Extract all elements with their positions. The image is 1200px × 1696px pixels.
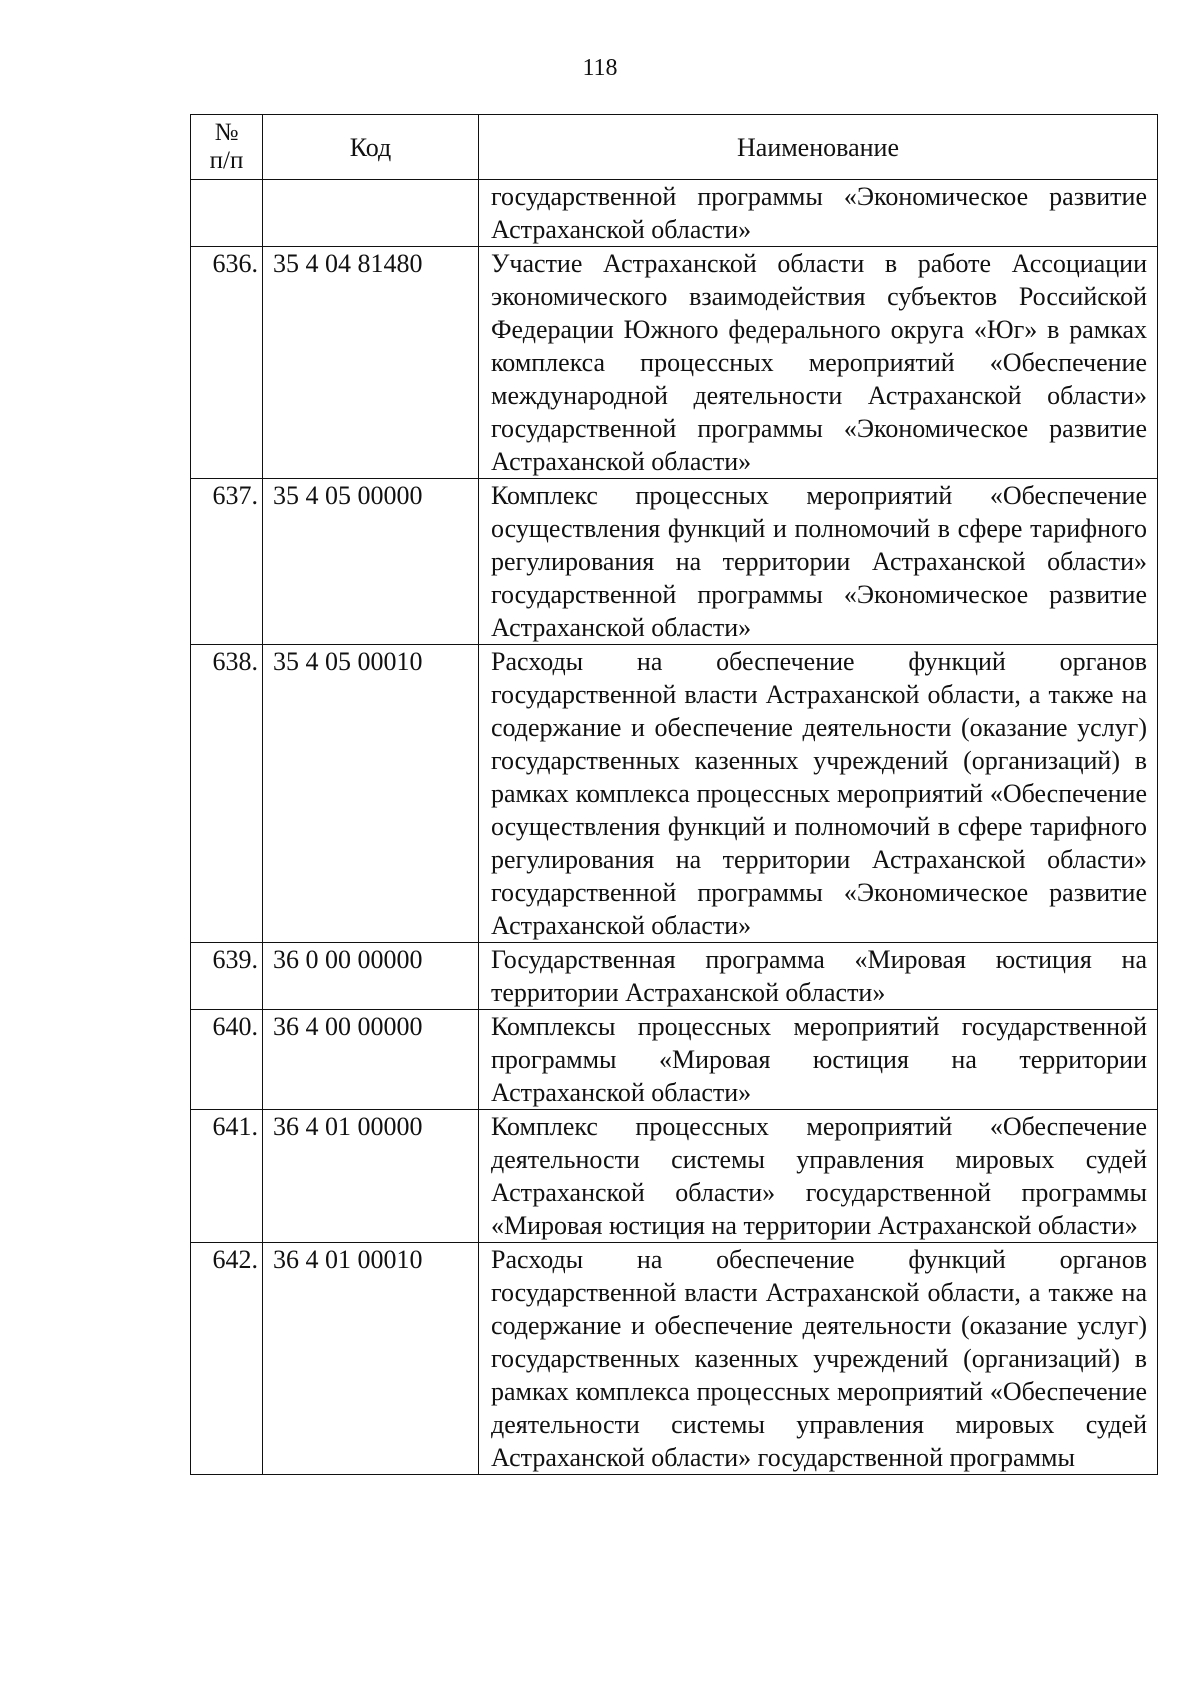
table-body (191, 180, 1158, 1475)
row-number: 642. (191, 1243, 263, 1475)
row-code: 35 4 05 00010 (263, 645, 479, 943)
page-number: 118 (582, 55, 618, 81)
row-code: 36 4 00 00000 (263, 1010, 479, 1110)
row-code (263, 180, 479, 247)
table-header (191, 115, 1158, 180)
row-name: Комплекс процессных мероприятий «Обеспечение деятельности системы управления мировых судей Астраханской области» государственной программы «Мировая юстиция на территории Астраханской области» (479, 1110, 1158, 1243)
table-row-639 (191, 943, 1158, 1010)
table-row-641 (191, 1110, 1158, 1243)
row-number: 640. (191, 1010, 263, 1110)
row-number (191, 180, 263, 247)
row-name: государственной программы «Экономическое развитие Астраханской области» (479, 180, 1158, 247)
column-header-code: Код (263, 115, 479, 180)
row-code: 36 0 00 00000 (263, 943, 479, 1010)
budget-code-table (190, 114, 1158, 1475)
row-number: 636. (191, 247, 263, 479)
row-code: 35 4 05 00000 (263, 479, 479, 645)
row-number: 637. (191, 479, 263, 645)
row-name: Расходы на обеспечение функций органов государственной власти Астраханской области, а также на содержание и обеспечение деятельности (оказание услуг) государственных казенных учреждений (организаций) в рамках комплекса процессных мероприятий «Обеспечение осуществления функций и полномочий в сфере тарифного регулирования на территории Астраханской области» государственной программы «Экономическое развитие Астраханской области» (479, 645, 1158, 943)
table-row-continuation (191, 180, 1158, 247)
row-code: 36 4 01 00010 (263, 1243, 479, 1475)
table-row-640 (191, 1010, 1158, 1110)
row-number: 641. (191, 1110, 263, 1243)
row-name: Участие Астраханской области в работе Ассоциации экономического взаимодействия субъектов Российской Федерации Южного федерального округа «Юг» в рамках комплекса процессных мероприятий «Обеспечение международной деятельности Астраханской области» государственной программы «Экономическое развитие Астраханской области» (479, 247, 1158, 479)
table-header-row (191, 115, 1158, 180)
row-number: 638. (191, 645, 263, 943)
row-code: 35 4 04 81480 (263, 247, 479, 479)
column-header-number-abbr: п/п (209, 147, 244, 174)
row-name: Комплекс процессных мероприятий «Обеспечение осуществления функций и полномочий в сфере тарифного регулирования на территории Астраханской области» государственной программы «Экономическое развитие Астраханской области» (479, 479, 1158, 645)
table-row-638 (191, 645, 1158, 943)
row-number: 639. (191, 943, 263, 1010)
table-row-636 (191, 247, 1158, 479)
row-name: Расходы на обеспечение функций органов государственной власти Астраханской области, а также на содержание и обеспечение деятельности (оказание услуг) государственных казенных учреждений (организаций) в рамках комплекса процессных мероприятий «Обеспечение деятельности системы управления мировых судей Астраханской области» государственной программы (479, 1243, 1158, 1475)
column-header-number-sign: № (214, 119, 239, 146)
column-header-number (191, 115, 263, 180)
table-row-637 (191, 479, 1158, 645)
table-row-642 (191, 1243, 1158, 1475)
row-name: Государственная программа «Мировая юстиция на территории Астраханской области» (479, 943, 1158, 1010)
column-header-name: Наименование (479, 115, 1158, 180)
row-code: 36 4 01 00000 (263, 1110, 479, 1243)
row-name: Комплексы процессных мероприятий государственной программы «Мировая юстиция на территории Астраханской области» (479, 1010, 1158, 1110)
